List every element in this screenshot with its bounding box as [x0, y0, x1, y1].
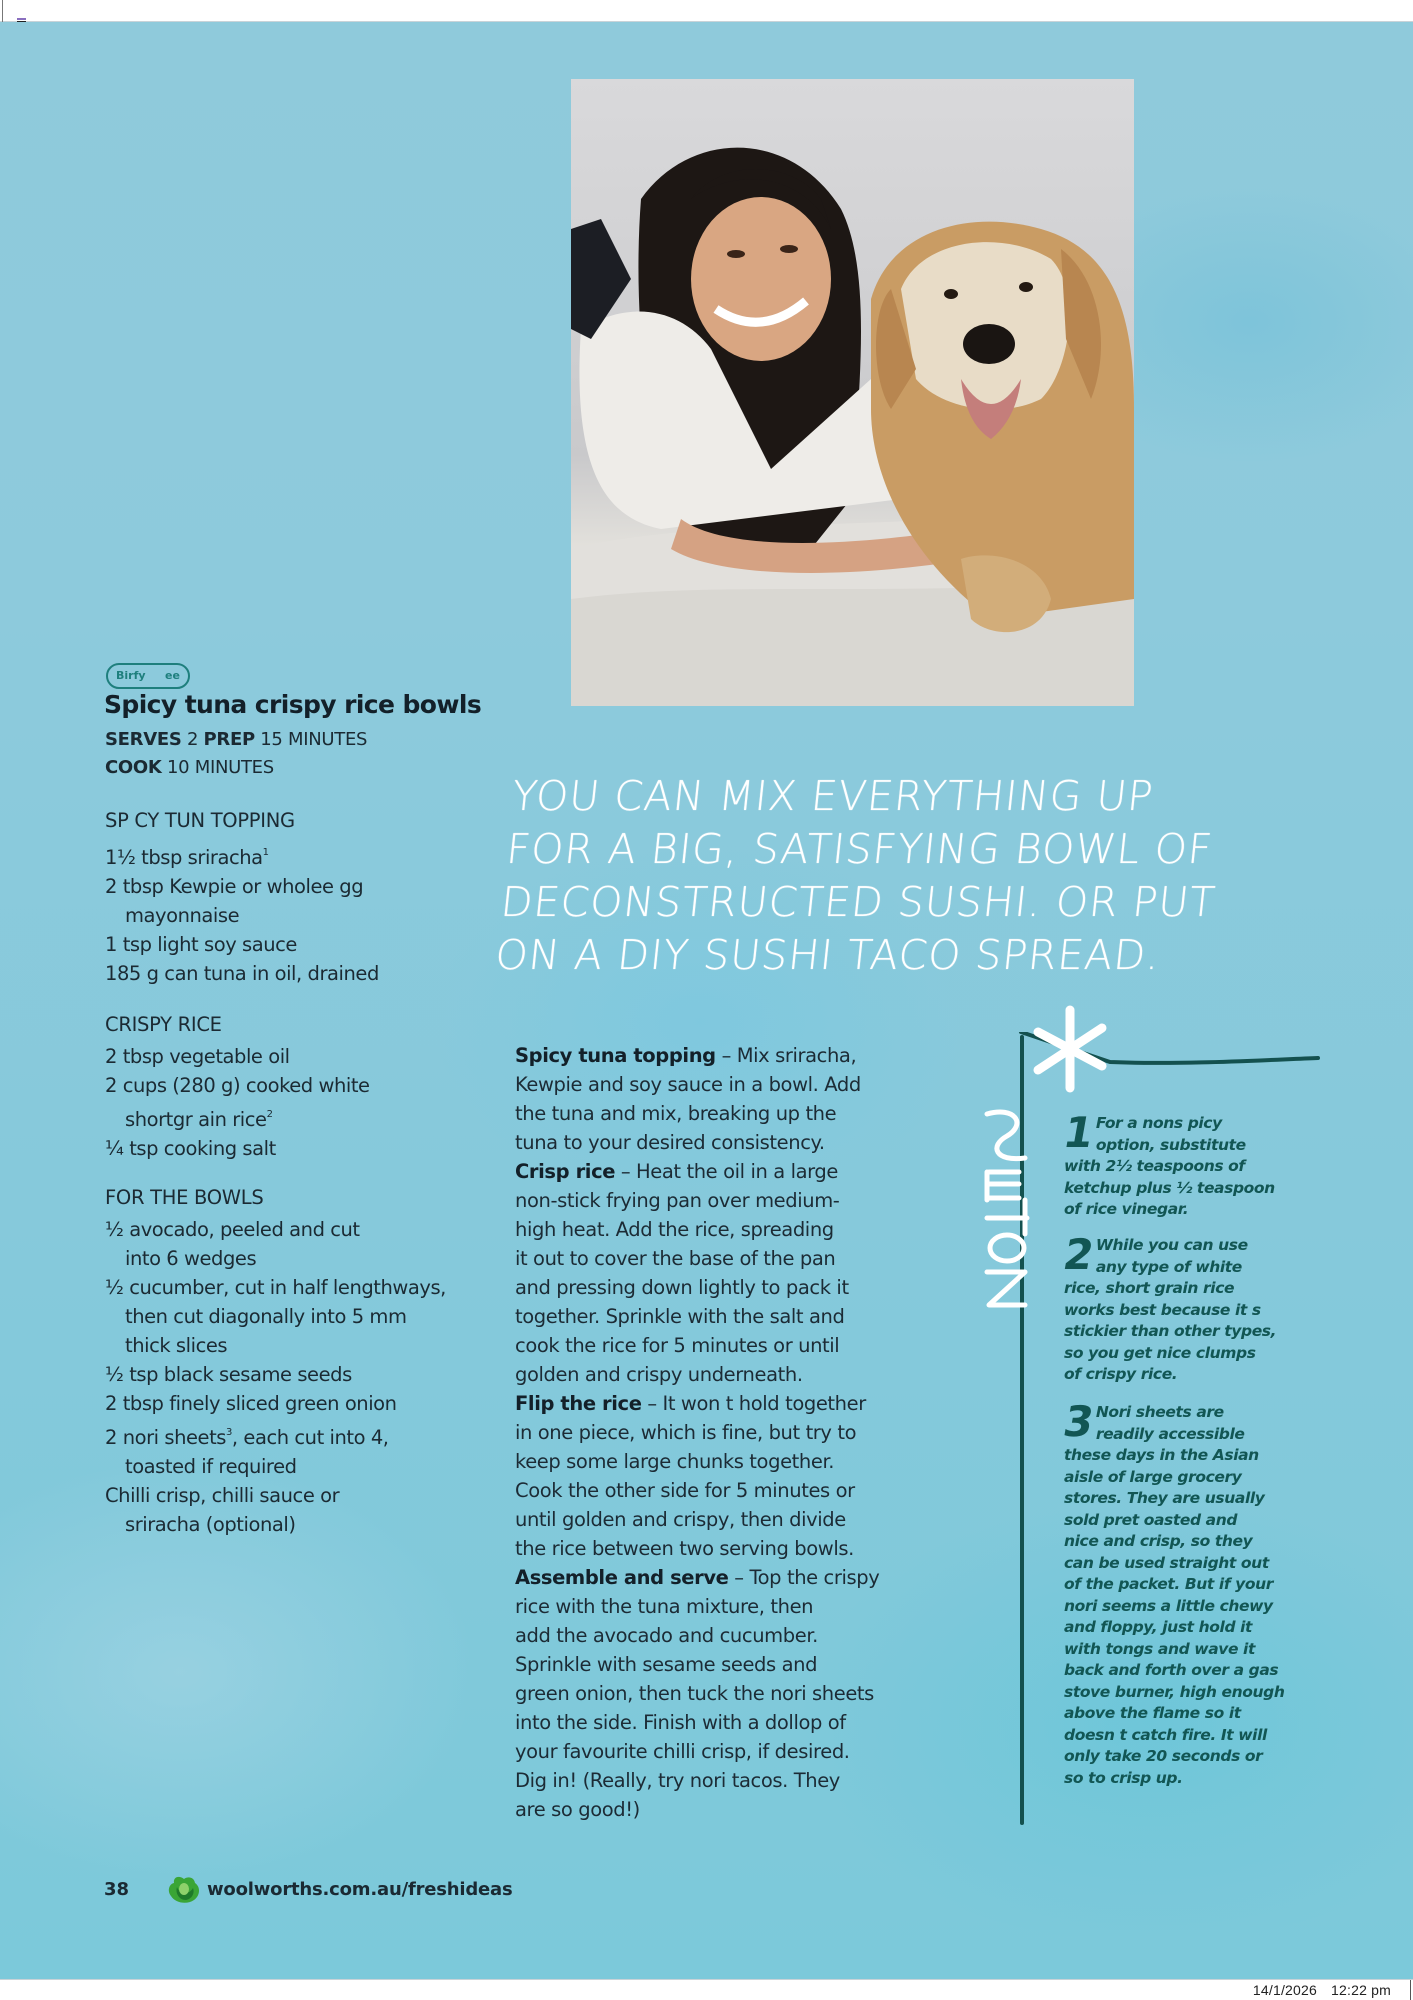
window-edge [1410, 1980, 1411, 2000]
method-steps [515, 1041, 915, 1824]
note-text: can be used straight out [1064, 1553, 1269, 1572]
magazine-page [0, 22, 1413, 1979]
ingredient-continuation: then cut diagonally into 5 mm [125, 1305, 407, 1328]
note-text: stove burner, high enough [1064, 1682, 1285, 1701]
ingredient-item [105, 1481, 505, 1539]
ingredient-item [105, 872, 505, 930]
ingredient-continuation: toasted if required [125, 1455, 297, 1478]
recipe-meta-cook [105, 757, 274, 778]
step-text: and pressing down lightly to pack it [515, 1276, 849, 1299]
note-2 [1059, 1230, 1344, 1386]
footer-url-link[interactable]: woolworths.com.au/freshideas [207, 1879, 513, 1900]
photo-illustration-icon [571, 79, 1134, 706]
note-text: so you get nice clumps [1064, 1343, 1256, 1362]
asterisk-doodle-icon [1030, 1004, 1110, 1094]
note-text: stores. They are usually [1064, 1489, 1265, 1507]
ingredient-item [105, 959, 505, 988]
step-text: – Heat the oil in a large [620, 1160, 838, 1183]
quote-line: ON A DIY SUSHI TACO SPREAD. [493, 931, 1163, 979]
note-text: doesn t catch fire. It will [1064, 1725, 1267, 1744]
step-text: add the avocado and cucumber. [515, 1624, 818, 1647]
note-text: stickier than other types, [1064, 1322, 1277, 1340]
step-title: Flip the rice [515, 1392, 642, 1415]
method-step-crisp-rice [515, 1157, 915, 1389]
note-text: aisle of large grocery [1064, 1467, 1242, 1486]
ingredients-spicy-tuna-topping [105, 809, 505, 988]
ingredient-text: Chilli crisp, chilli sauce or [105, 1484, 340, 1507]
ingredient-heading: SP CY TUN TOPPING [105, 809, 295, 832]
ingredient-item [105, 930, 505, 959]
note-number: 2 [1059, 1230, 1098, 1279]
ingredient-text: 1½ tbsp sriracha [105, 846, 263, 869]
category-tag [106, 663, 190, 689]
prep-label: PREP [203, 729, 255, 750]
method-step-spicy-tuna-topping [515, 1041, 915, 1157]
ingredient-text: ¼ tsp cooking salt [105, 1137, 276, 1160]
footnote-marker: 3 [226, 1427, 232, 1438]
step-text: Kewpie and soy sauce in a bowl. Add [515, 1073, 861, 1096]
ingredient-item [105, 838, 505, 872]
step-text: your favourite chilli crisp, if desired. [515, 1740, 850, 1763]
note-text: so to crisp up. [1064, 1768, 1183, 1787]
step-text: Sprinkle with sesame seeds and [515, 1653, 818, 1676]
ingredient-text-after: , each cut into 4, [231, 1426, 389, 1449]
note-text: of rice vinegar. [1064, 1200, 1189, 1218]
note-1 [1059, 1108, 1344, 1221]
step-text: non-stick frying pan over medium- [515, 1189, 840, 1212]
footnote-marker: 2 [266, 1109, 273, 1120]
step-title: Spicy tuna topping [515, 1044, 716, 1067]
ingredient-continuation [105, 1100, 505, 1134]
ingredient-text: 2 cups (280 g) cooked white [105, 1074, 370, 1097]
ingredient-text: 1 tsp light soy sauce [105, 933, 297, 956]
notes-handwritten-label-icon [975, 1100, 1035, 1310]
woolworths-logo-icon [167, 1875, 201, 1905]
note-3 [1059, 1397, 1344, 1789]
recipe-meta-serves-prep [105, 729, 367, 750]
ingredient-item [105, 1418, 505, 1481]
woman-with-dog-photo [571, 79, 1134, 706]
ingredient-item [105, 1389, 505, 1418]
ingredient-text: 2 nori sheets [105, 1426, 226, 1449]
ingredient-text: ½ avocado, peeled and cut [105, 1218, 360, 1241]
step-text: green onion, then tuck the nori sheets [515, 1682, 874, 1705]
note-number: 3 [1059, 1397, 1098, 1446]
step-text: high heat. Add the rice, spreading [515, 1218, 834, 1241]
note-text: these days in the Asian [1064, 1446, 1259, 1464]
cook-label: COOK [105, 757, 162, 778]
tag-label-left: Birfy [116, 669, 146, 682]
ingredient-heading: FOR THE BOWLS [105, 1186, 264, 1209]
continuation-text: shortgr ain rice [125, 1108, 267, 1131]
note-text: only take 20 seconds or [1064, 1747, 1263, 1765]
ingredient-continuation: thick slices [125, 1334, 228, 1357]
note-text: and floppy, just hold it [1064, 1618, 1253, 1636]
note-text: readily accessible [1095, 1424, 1245, 1443]
step-text: are so good!) [515, 1798, 640, 1821]
note-text: works best because it s [1064, 1300, 1261, 1319]
step-text: – It won t hold together [647, 1392, 866, 1415]
ingredient-item [105, 1273, 505, 1360]
step-text: until golden and crispy, then divide [515, 1508, 846, 1531]
note-text: For a nons picy [1095, 1114, 1222, 1132]
quote-line: FOR A BIG, SATISFYING BOWL OF [504, 825, 1216, 873]
ingredient-text: 185 g can tuna in oil, drained [105, 962, 379, 985]
step-text: rice with the tuna mixture, then [515, 1595, 814, 1618]
note-text: with tongs and wave it [1064, 1639, 1255, 1658]
note-text: of crispy rice. [1064, 1365, 1178, 1383]
note-text: ketchup plus ½ teaspoon [1064, 1178, 1275, 1197]
note-text: option, substitute [1095, 1135, 1246, 1154]
note-text: nice and crisp, so they [1064, 1532, 1253, 1550]
note-text: While you can use [1095, 1236, 1248, 1254]
step-text: golden and crispy underneath. [515, 1363, 803, 1386]
step-text: together. Sprinkle with the salt and [515, 1305, 845, 1328]
serves-value: 2 [186, 729, 199, 750]
ingredient-item [105, 1042, 505, 1071]
status-date: 14/1/2026 [1252, 1982, 1318, 1998]
quote-line: DECONSTRUCTED SUSHI. OR PUT [498, 878, 1219, 926]
status-timestamp [1253, 1982, 1391, 1998]
note-text: Nori sheets are [1095, 1403, 1224, 1421]
note-text: back and forth over a gas [1064, 1661, 1279, 1679]
ingredient-continuation: into 6 wedges [125, 1247, 257, 1270]
viewer-top-bar [0, 0, 1413, 22]
step-text: the tuna and mix, breaking up the [515, 1102, 837, 1125]
step-text: in one piece, which is fine, but try to [515, 1421, 857, 1444]
step-text: keep some large chunks together. [515, 1450, 835, 1473]
note-text: with 2½ teaspoons of [1064, 1157, 1245, 1175]
ingredient-continuation: sriracha (optional) [125, 1513, 296, 1536]
step-text: – Mix sriracha, [721, 1044, 857, 1067]
method-step-assemble-and-serve [515, 1563, 915, 1824]
note-text: above the flame so it [1064, 1704, 1241, 1722]
prep-value: 15 MINUTES [260, 729, 368, 750]
note-text: any type of white [1095, 1257, 1242, 1276]
cook-value: 10 MINUTES [166, 757, 274, 778]
ingredient-continuation: mayonnaise [125, 904, 240, 927]
step-text: into the side. Finish with a dollop of [515, 1711, 846, 1734]
step-text: Dig in! (Really, try nori tacos. They [515, 1769, 840, 1792]
step-title: Assemble and serve [515, 1566, 729, 1589]
ingredient-item [105, 1360, 505, 1389]
note-text: nori seems a little chewy [1064, 1596, 1273, 1615]
quote-line: YOU CAN MIX EVERYTHING UP [509, 772, 1156, 820]
status-bar [0, 1979, 1413, 2000]
footnote-marker: 1 [262, 847, 269, 858]
ingredient-item [105, 1215, 505, 1273]
note-text: of the packet. But if your [1064, 1575, 1273, 1593]
window-edge [2, 0, 3, 22]
ingredient-text: ½ tsp black sesame seeds [105, 1363, 352, 1386]
serves-label: SERVES [105, 729, 182, 750]
step-text: cook the rice for 5 minutes or until [515, 1334, 840, 1357]
ingredient-item [105, 1134, 505, 1163]
tag-label-right: ee [165, 669, 180, 682]
ingredients-for-the-bowls [105, 1186, 505, 1539]
step-text: Cook the other side for 5 minutes or [515, 1479, 855, 1502]
ingredient-text: 2 tbsp Kewpie or wholee gg [105, 875, 364, 898]
ingredient-item [105, 1071, 505, 1134]
step-text: it out to cover the base of the pan [515, 1247, 836, 1270]
note-number: 1 [1059, 1108, 1098, 1157]
ingredient-heading: CRISPY RICE [105, 1013, 222, 1036]
recipe-title: Spicy tuna crispy rice bowls [104, 690, 482, 719]
step-text: – Top the crispy [734, 1566, 880, 1589]
handwritten-pull-quote [493, 770, 1275, 982]
ingredient-text: ½ cucumber, cut in half lengthways, [105, 1276, 446, 1299]
ingredient-text: 2 tbsp vegetable oil [105, 1045, 290, 1068]
step-text: the rice between two serving bowls. [515, 1537, 854, 1560]
note-text: rice, short grain rice [1064, 1279, 1235, 1297]
method-step-flip-the-rice [515, 1389, 915, 1563]
note-text: sold pret oasted and [1064, 1510, 1238, 1529]
page-number: 38 [104, 1879, 130, 1900]
step-text: tuna to your desired consistency. [515, 1131, 825, 1154]
step-title: Crisp rice [515, 1160, 616, 1183]
ingredients-crispy-rice [105, 1013, 505, 1163]
ingredient-text: 2 tbsp finely sliced green onion [105, 1392, 397, 1415]
status-time: 12:22 pm [1331, 1982, 1391, 1998]
